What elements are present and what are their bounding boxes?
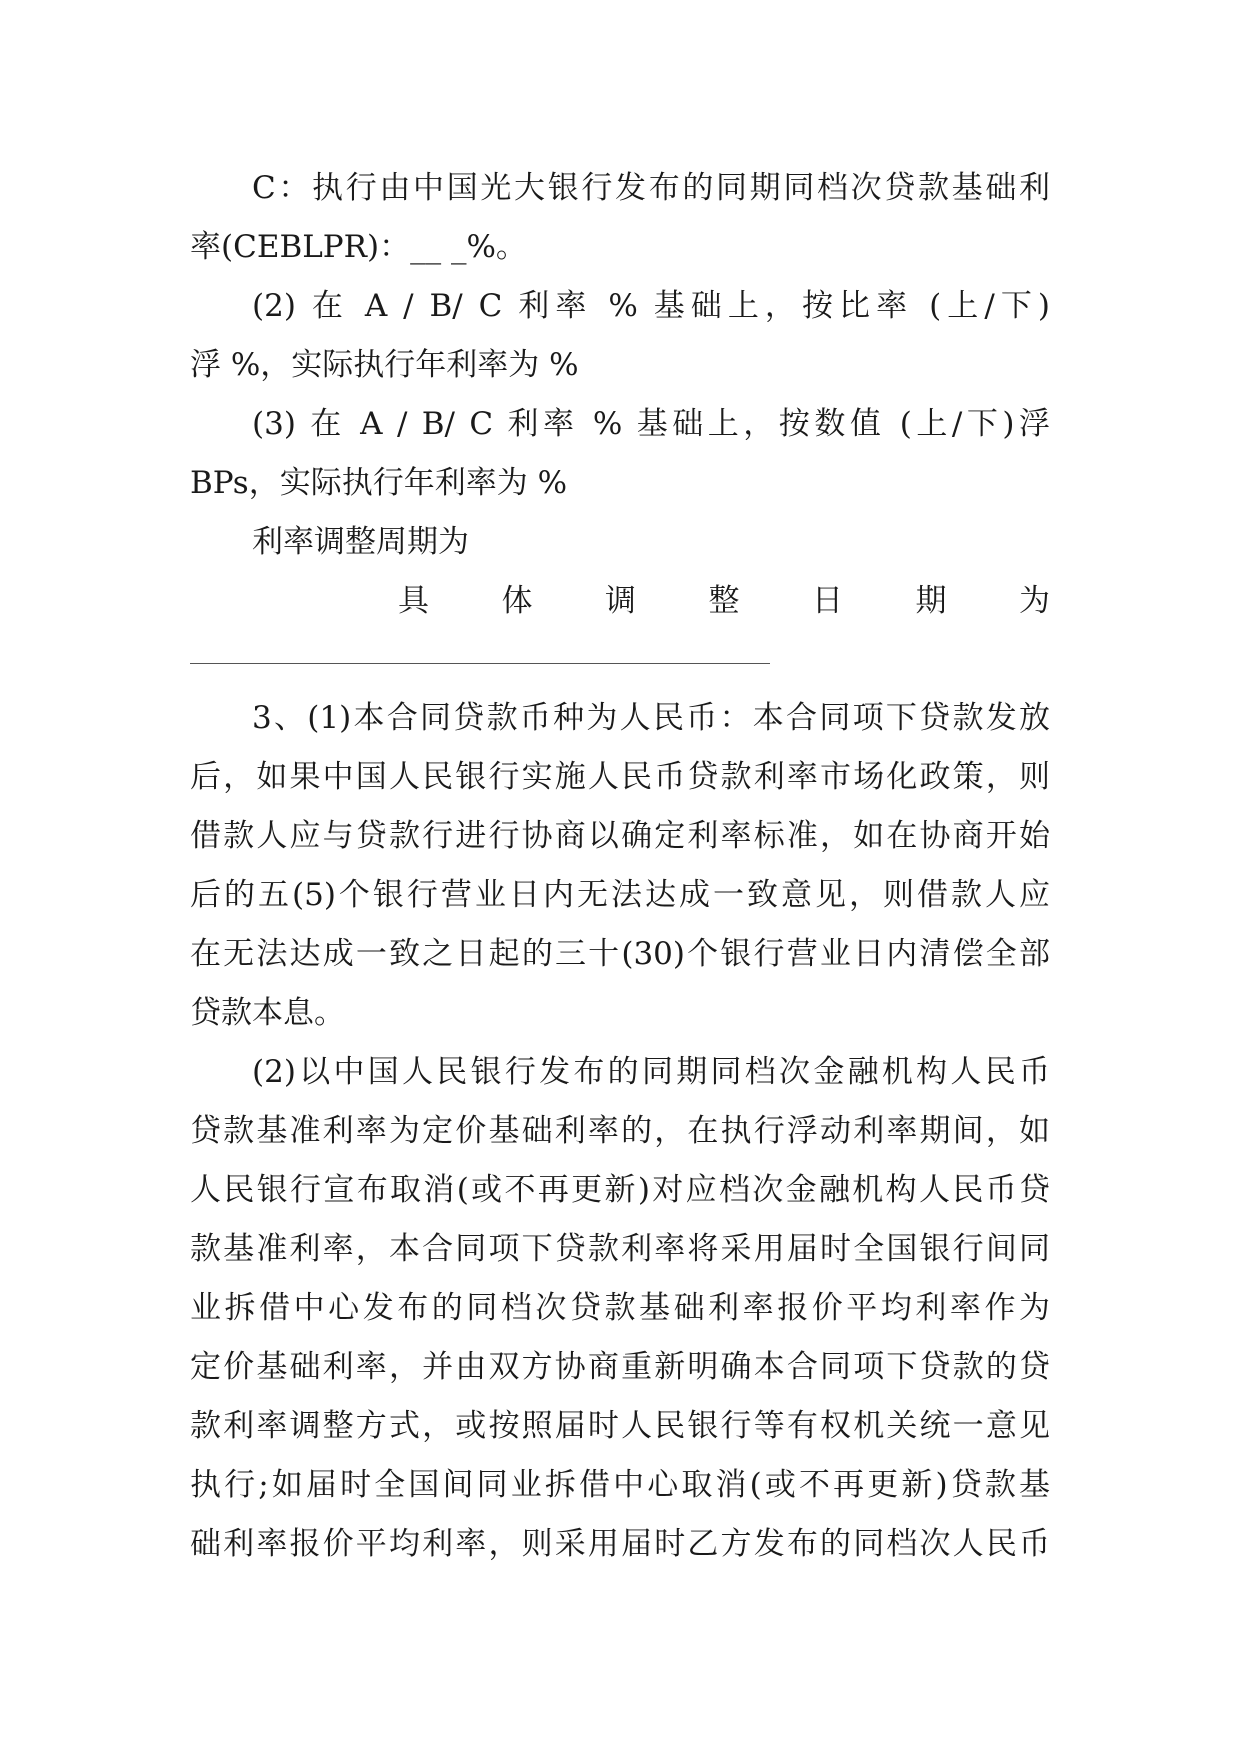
text-line: (2)以中国人民银行发布的同期同档次金融机构人民币 — [252, 1054, 1050, 1090]
text-line: 利率调整周期为 — [252, 524, 469, 560]
text-line: 后，如果中国人民银行实施人民币贷款利率市场化政策，则 — [190, 759, 1050, 795]
text-line: 定价基础利率，并由双方协商重新明确本合同项下贷款的贷 — [190, 1349, 1050, 1385]
text-line: 浮 %，实际执行年利率为 % — [190, 347, 579, 383]
text-line: 后的五(5)个银行营业日内无法达成一致意见，则借款人应 — [190, 877, 1050, 913]
text-line: 款基准利率，本合同项下贷款利率将采用届时全国银行间同 — [190, 1231, 1050, 1267]
text-line: 础利率报价平均利率，则采用届时乙方发布的同档次人民币 — [190, 1526, 1050, 1562]
text-line: 执行;如届时全国间同业拆借中心取消(或不再更新)贷款基 — [190, 1467, 1050, 1503]
text-line: 3、(1)本合同贷款币种为人民币：本合同项下贷款发放 — [252, 700, 1050, 736]
text-line: 借款人应与贷款行进行协商以确定利率标准，如在协商开始 — [190, 818, 1050, 854]
text-line: 业拆借中心发布的同档次贷款基础利率报价平均利率作为 — [190, 1290, 1050, 1326]
text-line: (2) 在 A / B/ C 利率 % 基础上，按比率 (上/下) — [252, 288, 1050, 324]
text-line: (3) 在 A / B/ C 利率 % 基础上，按数值 (上/下)浮 — [252, 406, 1050, 442]
text-line: 率(CEBLPR)：__ _%。 — [190, 229, 527, 265]
text-line: 贷款本息。 — [190, 995, 345, 1031]
text-line: C：执行由中国光大银行发布的同期同档次贷款基础利 — [252, 170, 1050, 206]
text-line: BPs，实际执行年利率为 % — [190, 465, 568, 501]
text-line: 在无法达成一致之日起的三十(30)个银行营业日内清偿全部 — [190, 936, 1050, 972]
blank-fill-line — [190, 663, 770, 664]
text-line: 人民银行宣布取消(或不再更新)对应档次金融机构人民币贷 — [190, 1172, 1050, 1208]
text-line: 贷款基准利率为定价基础利率的，在执行浮动利率期间，如 — [190, 1113, 1050, 1149]
text-line: 具体调整日期为 — [398, 583, 1050, 619]
text-line: 款利率调整方式，或按照届时人民银行等有权机关统一意见 — [190, 1408, 1050, 1444]
